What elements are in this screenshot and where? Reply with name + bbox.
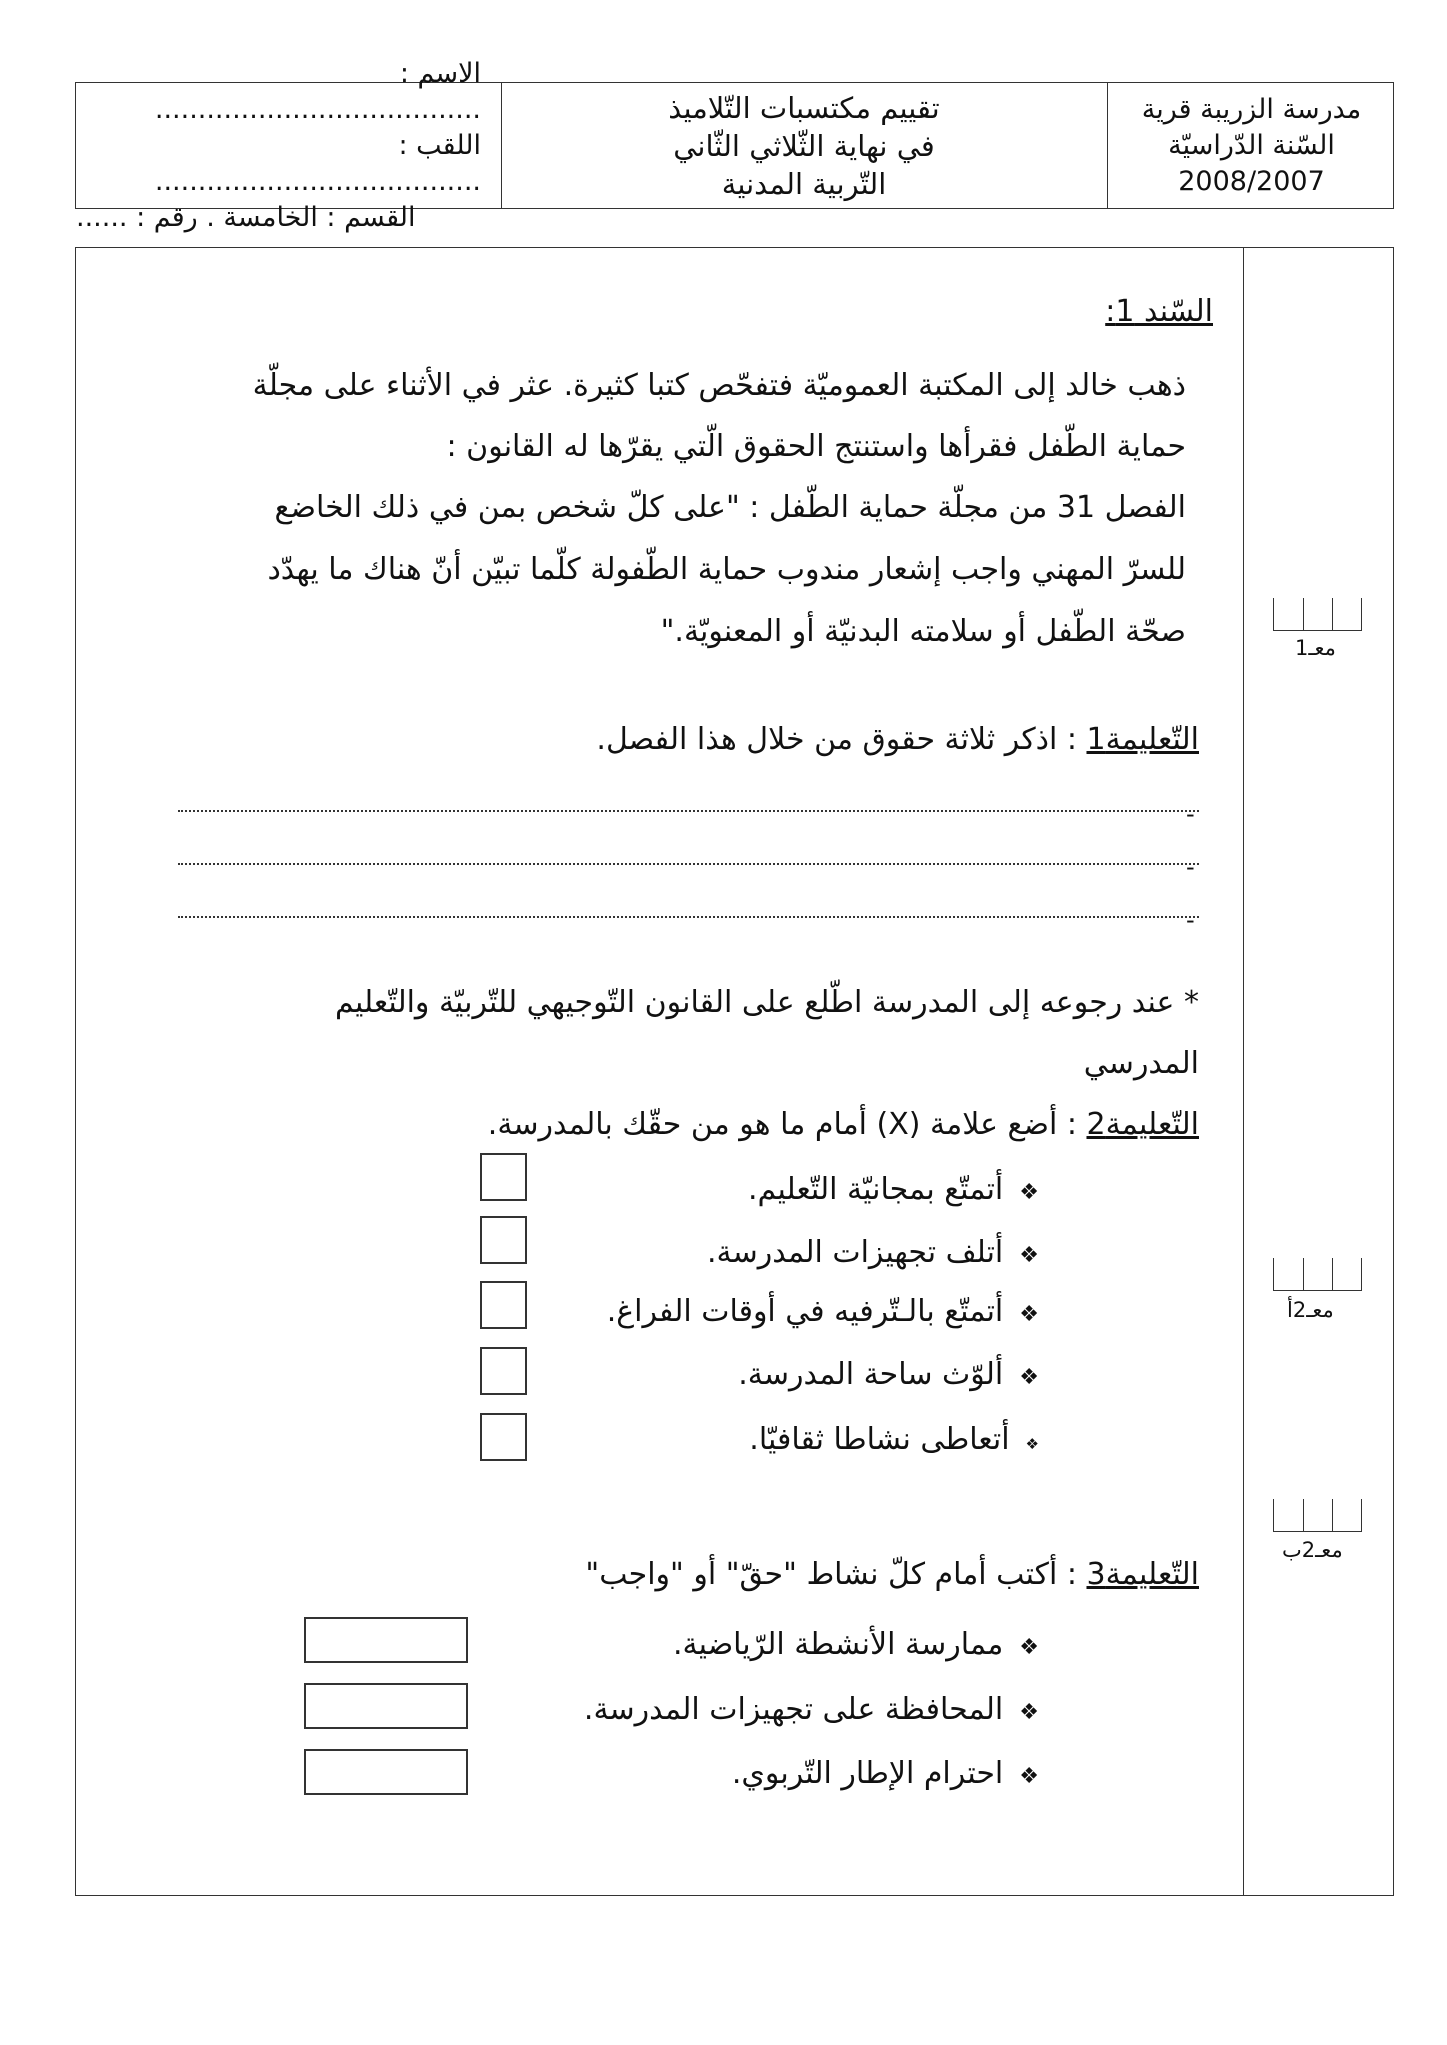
bullet-icon: ❖ [1019,1635,1039,1660]
task1-text: : اذكر ثلاثة حقوق من خلال هذا الفصل. [596,722,1087,757]
answer-line-3[interactable] [178,916,1199,918]
task2-item: ❖ألوّث ساحة المدرسة. [738,1357,1039,1392]
class-field[interactable]: القسم : الخامسة . رقم : ...... [76,201,416,233]
paragraph-line: الفصل 31 من مجلّة حماية الطّفل : "على كلّ شخص بمن في ذلك الخاضع [274,490,1186,525]
intro2-line: * عند رجوعه إلى المدرسة اطّلع على القانون التّوجيهي للتّربيّة والتّعليم [334,985,1199,1020]
grade-box-2b[interactable] [1273,1499,1362,1532]
document-heading: السّند 1: [1105,294,1213,329]
task1-label: التّعليمة1 [1086,722,1199,757]
checkbox-4[interactable] [480,1347,527,1395]
school-year: 2008/2007 [1178,165,1325,197]
task3-instruction [585,1557,1199,1592]
task3-item: ❖المحافظة على تجهيزات المدرسة. [583,1692,1039,1727]
paragraph-line: ذهب خالد إلى المكتبة العموميّة فتفحّص كتبا كثيرة. عثر في الأثناء على مجلّة [252,368,1186,403]
task2-item: ❖أتلف تجهيزات المدرسة. [706,1235,1039,1270]
task3-item: ❖ممارسة الأنشطة الرّياضية. [673,1627,1039,1662]
task2-item: ❖أتعاطى نشاطا ثقافيّا. [749,1422,1039,1457]
exam-period: في نهاية الثّلاثي الثّاني [673,128,935,163]
checkbox-5[interactable] [480,1413,527,1461]
task3-text: : أكتب أمام كلّ نشاط "حقّ" أو "واجب" [585,1557,1087,1592]
answer-box-1[interactable] [304,1617,468,1663]
bullet-icon: ❖ [1019,1700,1039,1725]
school-cell [1110,83,1393,208]
task2-instruction [488,1107,1199,1142]
dash: - [1186,906,1195,934]
name-field[interactable]: الاسم : ...................................... [154,57,481,125]
task2-text: : أضع علامة (X) أمام ما هو من حقّك بالمدرسة. [487,1107,1087,1142]
answer-line-1[interactable] [178,810,1199,812]
exam-title: تقييم مكتسبات التّلاميذ [668,90,940,125]
bullet-icon: ❖ [1025,1435,1039,1453]
paragraph-line: للسرّ المهني واجب إشعار مندوب حماية الطّفولة كلّما تبيّن أنّ هناك ما يهدّد [267,552,1186,587]
bullet-icon: ❖ [1019,1764,1039,1789]
answer-box-2[interactable] [304,1683,468,1729]
checkbox-3[interactable] [480,1281,527,1329]
checkbox-1[interactable] [480,1153,527,1201]
task2-item: ❖أتمتّع بمجانيّة التّعليم. [747,1172,1039,1207]
student-cell [76,57,481,233]
year-label: السّنة الدّراسيّة [1168,129,1335,161]
bullet-icon: ❖ [1019,1180,1039,1205]
grade-box-1[interactable] [1273,598,1362,631]
bullet-icon: ❖ [1019,1243,1039,1268]
task2-label: التّعليمة2 [1086,1107,1199,1142]
exam-subject: التّربية المدنية [721,166,887,201]
bullet-icon: ❖ [1019,1302,1039,1327]
paragraph-line: حماية الطّفل فقرأها واستنتج الحقوق الّتي يقرّها له القانون : [446,429,1186,464]
criterion-label-2a: معـ2أ [1287,1298,1334,1322]
surname-field[interactable]: اللقب : ...................................... [154,129,481,197]
answer-box-3[interactable] [304,1749,468,1795]
criterion-label-2b: معـ2ب [1282,1538,1343,1562]
header-table [75,57,1394,233]
dash: - [1186,800,1195,828]
bullet-icon: ❖ [1019,1365,1039,1390]
intro2-line: المدرسي [1083,1046,1199,1081]
task1-instruction [596,722,1199,757]
criterion-label-1: معـ1 [1295,636,1336,660]
task3-label: التّعليمة3 [1086,1557,1199,1592]
task2-item: ❖أتمتّع بالـتّرفيه في أوقات الفراغ. [606,1294,1039,1329]
school-name: مدرسة الزريبة قرية [1141,93,1362,125]
dash: - [1186,853,1195,881]
task3-item: ❖احترام الإطار التّربوي. [731,1756,1039,1791]
answer-line-2[interactable] [178,863,1199,865]
title-cell [501,83,1107,208]
grade-box-2a[interactable] [1273,1258,1362,1291]
margin-divider [1243,247,1244,1895]
paragraph-line: صحّة الطّفل أو سلامته البدنيّة أو المعنويّة." [660,614,1186,649]
checkbox-2[interactable] [480,1216,527,1264]
